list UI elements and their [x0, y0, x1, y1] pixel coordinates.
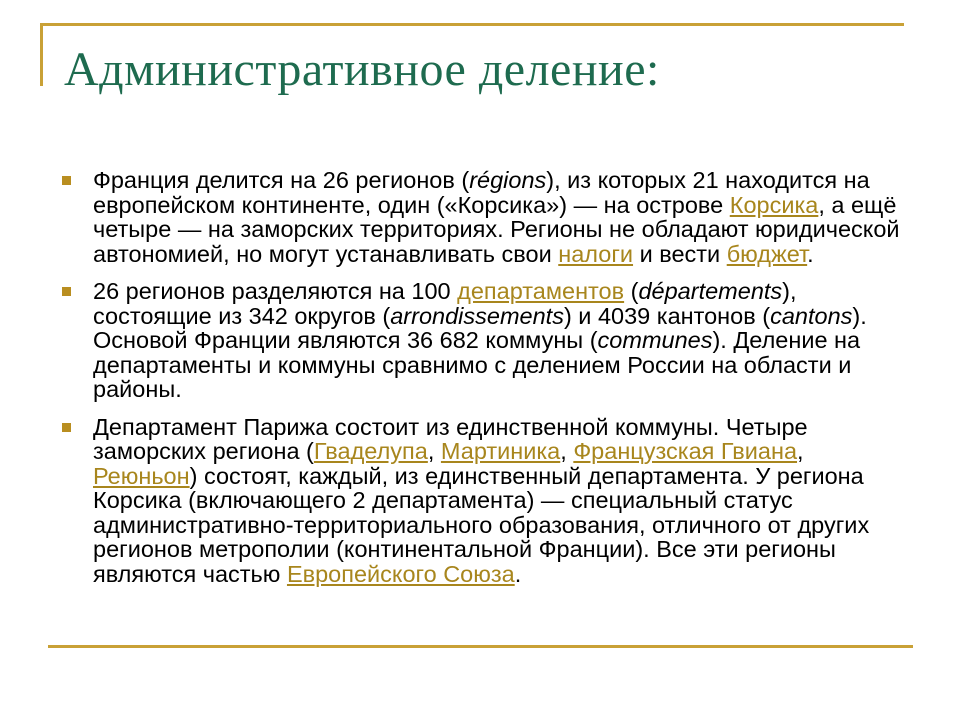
text-run: Франция делится на 26 регионов (: [93, 167, 470, 193]
text-run: , а ещё четыре — на заморских территориях. Регионы не обладают юридической автономией, но могут устанавливать свои: [93, 191, 900, 267]
bullet-text: [93, 278, 867, 402]
hyperlink-nalogi[interactable]: налоги: [558, 240, 634, 267]
left-border-line: [40, 23, 43, 86]
hyperlink-martinika[interactable]: Мартиника: [440, 438, 561, 464]
bullet-square-icon: [62, 176, 71, 185]
bottom-border-line: [48, 645, 913, 648]
text-run: .: [514, 560, 522, 587]
italic-run: arrondissements: [390, 302, 564, 329]
slide-title: Административное деление:: [64, 43, 660, 96]
text-run: (: [624, 278, 639, 304]
list-item: [62, 168, 905, 266]
text-run: и вести: [633, 240, 727, 267]
text-run: ). Основой Франции являются 36 682 коммуны (: [93, 302, 867, 353]
bullet-text: [93, 414, 869, 587]
hyperlink-evropeyskogo-soyuza[interactable]: Европейского Союза: [286, 560, 515, 587]
bullet-text: [93, 167, 900, 267]
bullet-square-icon: [62, 423, 71, 432]
italic-run: départements: [638, 278, 783, 304]
hyperlink-departamentov[interactable]: департаментов: [457, 278, 625, 304]
hyperlink-reyunon[interactable]: Реюньон: [93, 462, 190, 489]
italic-run: communes: [597, 327, 713, 353]
bullet-square-icon: [62, 287, 71, 296]
text-run: ). Деление на департаменты и коммуны сравнимо с делением России на области и районы.: [93, 327, 861, 402]
list-item: [62, 415, 905, 587]
text-run: ) и 4039 кантонов (: [563, 302, 771, 329]
hyperlink-francuzskaya-gviana[interactable]: Французская Гвиана: [573, 438, 798, 464]
list-item: [62, 279, 905, 402]
italic-run: cantons: [770, 302, 853, 329]
hyperlink-korsika[interactable]: Корсика: [729, 191, 819, 218]
text-run: Департамент Парижа состоит из единственной коммуны. Четыре заморских региона (: [93, 413, 808, 464]
text-run: ), состоящие из 342 округов (: [93, 278, 797, 329]
text-run: ,: [427, 438, 441, 464]
text-run: ), из которых 21 находится на европейском континенте, один («Корсика») — на острове: [93, 167, 870, 218]
text-run: .: [807, 240, 814, 267]
text-run: 26 регионов разделяются на 100: [93, 278, 458, 304]
slide-body: [62, 168, 905, 599]
top-border-line: [40, 23, 904, 26]
text-run: ,: [560, 438, 574, 464]
text-run: ) состоят, каждый, из единственный департамента. У региона Корсика (включающего 2 департамента) — специальный статус административно-территориального образования, отличного от других регионов метрополии (континентальной Франции). Все эти регионы являются частью: [93, 462, 870, 587]
text-run: ,: [797, 438, 804, 464]
hyperlink-byudzhet[interactable]: бюджет: [726, 240, 808, 267]
italic-run: régions: [469, 167, 547, 193]
hyperlink-gvadelupa[interactable]: Гваделупа: [313, 438, 428, 464]
bullet-list: [62, 168, 905, 586]
